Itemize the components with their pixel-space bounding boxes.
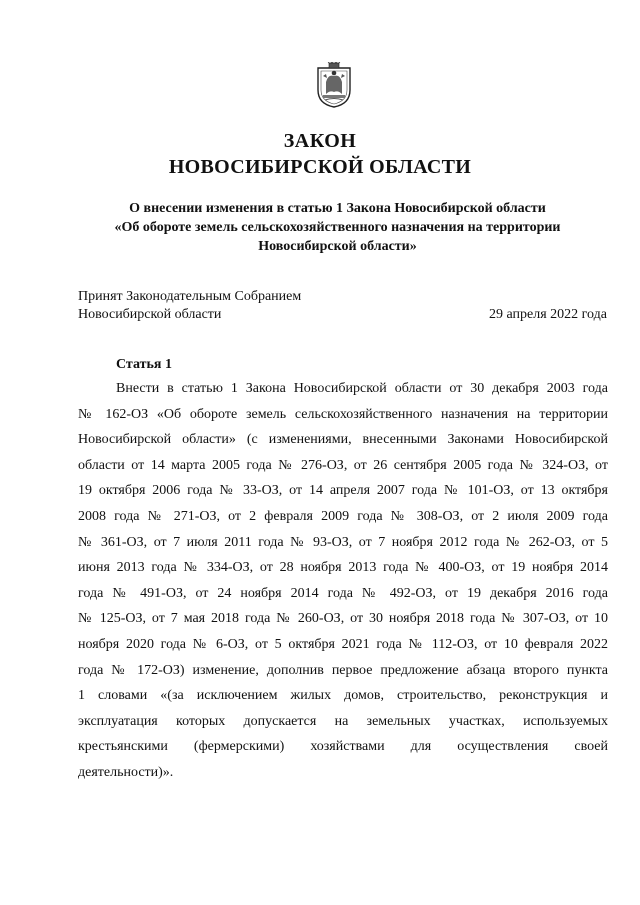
adoption-line: Новосибирской области	[78, 307, 222, 322]
body-line: эксплуатация которых допускается на земельных участках, используемых	[78, 713, 608, 729]
body-line: № 361-ОЗ, от 7 июля 2011 года № 93-ОЗ, от 7 ноября 2012 года № 262-ОЗ, от 5	[78, 534, 608, 550]
body-line: № 125-ОЗ, от 7 мая 2018 года № 260-ОЗ, от 30 ноября 2018 года № 307-ОЗ, от 10	[78, 611, 608, 627]
body-line: года № 172-ОЗ) изменение, дополнив первое предложение абзаца второго пункта	[78, 662, 608, 678]
body-line: 19 октября 2006 года № 33-ОЗ, от 14 апреля 2007 года № 101-ОЗ, от 13 октября	[78, 483, 608, 499]
body-line: деятельности)».	[78, 764, 174, 780]
body-line: ноября 2020 года № 6-ОЗ, от 5 октября 2021 года № 112-ОЗ, от 10 февраля 2022	[78, 636, 608, 652]
adoption-line: Принят Законодательным Собранием	[78, 289, 302, 304]
subtitle-line: О внесении изменения в статью 1 Закона Новосибирской области	[129, 201, 546, 216]
law-subtitle	[95, 199, 580, 256]
body-line: Внести в статью 1 Закона Новосибирской области от 30 декабря 2003 года	[116, 381, 608, 396]
adoption-date: 29 апреля 2022 года	[489, 307, 607, 322]
law-title: ЗАКОН	[283, 130, 357, 152]
body-line: 2008 года № 271-ОЗ, от 2 февраля 2009 года № 308-ОЗ, от 2 июля 2009 года	[78, 508, 608, 524]
subtitle-line: Новосибирской области»	[258, 239, 417, 254]
body-line: июня 2013 года № 334-ОЗ, от 28 ноября 2013 года № 400-ОЗ, от 19 ноября 2014	[78, 560, 608, 576]
article-heading: Статья 1	[116, 357, 172, 372]
body-line: года № 491-ОЗ, от 24 ноября 2014 года № 492-ОЗ, от 19 декабря 2016 года	[78, 585, 608, 601]
body-line: № 162-ОЗ «Об обороте земель сельскохозяйственного назначения на территории	[78, 406, 608, 422]
coat-of-arms-emblem	[316, 62, 352, 108]
body-line: крестьянскими (фермерскими) хозяйствами для осуществления своей	[78, 739, 608, 755]
body-line: Новосибирской области» (с изменениями, внесенными Законами Новосибирской	[78, 432, 608, 448]
adoption-block	[78, 288, 301, 324]
body-line: области от 14 марта 2005 года № 276-ОЗ, от 26 сентября 2005 года № 324-ОЗ, от	[78, 457, 608, 473]
region-title: НОВОСИБИРСКОЙ ОБЛАСТИ	[168, 156, 472, 178]
article-body	[78, 376, 608, 786]
subtitle-line: «Об обороте земель сельскохозяйственного назначения на территории	[114, 220, 561, 235]
body-line: 1 словами «(за исключением жилых домов, строительство, реконструкция и	[78, 688, 608, 704]
